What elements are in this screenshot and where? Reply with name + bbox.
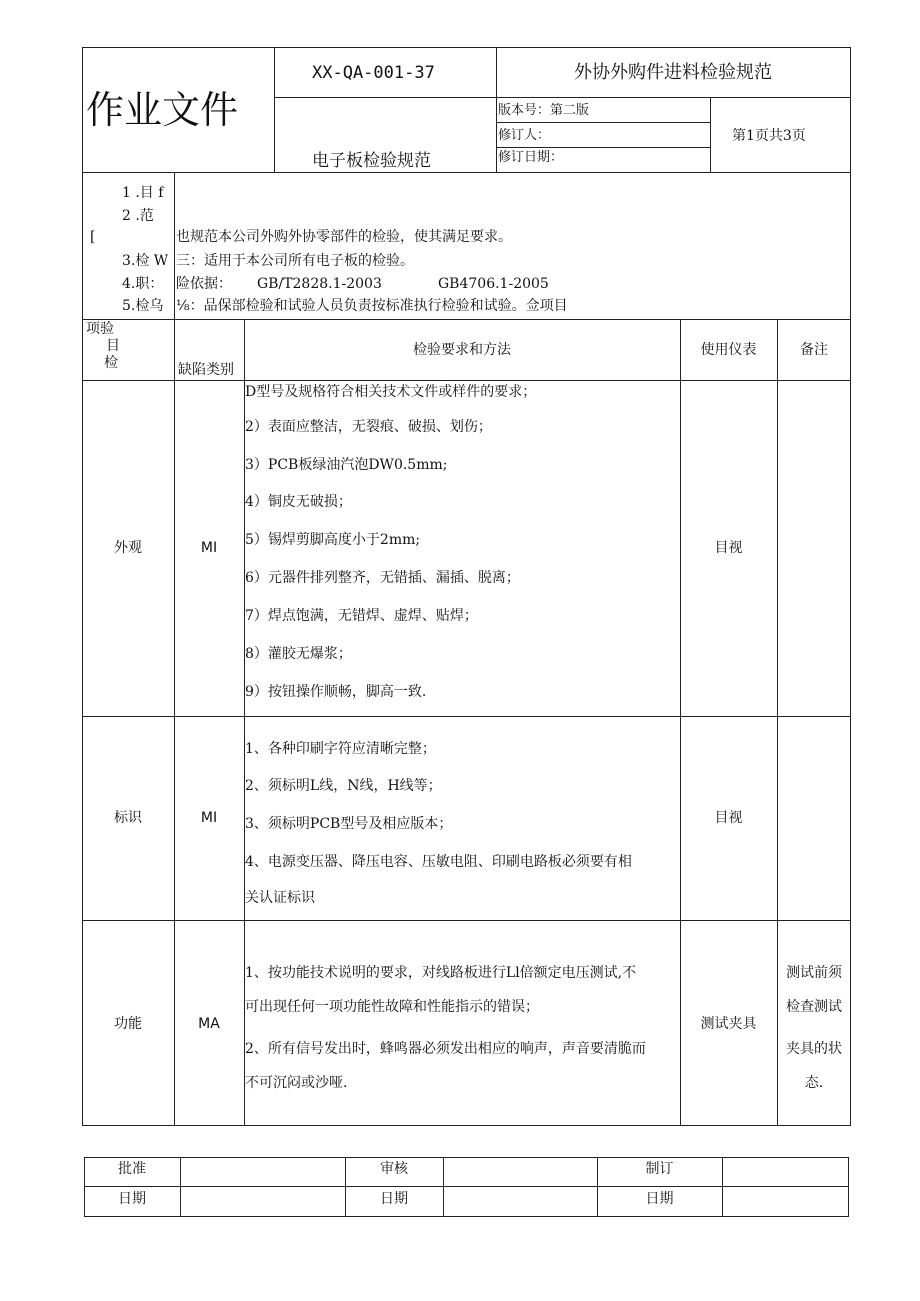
header-divider bbox=[710, 97, 711, 173]
row-remark: 检查测试 bbox=[786, 999, 842, 1015]
header-divider bbox=[274, 47, 275, 173]
row-instrument: 目视 bbox=[714, 540, 743, 556]
row-remark: 夹具的状 bbox=[786, 1041, 842, 1057]
method-line: 不可沉闷或沙哑. bbox=[245, 1075, 348, 1091]
doc-title: 电子板检验规范 bbox=[312, 151, 431, 171]
basis-standard: GB/T2828.1-2003 bbox=[257, 276, 382, 292]
row-instrument: 测试夹具 bbox=[700, 1016, 757, 1032]
date-label: 日期 bbox=[380, 1191, 408, 1207]
version-label: 版本号：第二版 bbox=[498, 103, 590, 118]
page-info: 第1页共3页 bbox=[732, 128, 806, 144]
signoff-divider bbox=[722, 1157, 723, 1217]
intro-divider bbox=[174, 172, 175, 320]
method-line: D型号及规格符合相关技术文件或样件的要求； bbox=[245, 384, 537, 400]
doc-code: XX-QA-001-37 bbox=[312, 63, 435, 83]
review-label: 审核 bbox=[380, 1161, 408, 1177]
intro-label: 2 .范 bbox=[122, 208, 154, 224]
method-line: 1、按功能技术说明的要求，对线路板进行Ll倍额定电压测试,不 bbox=[245, 965, 637, 981]
duty-text: ⅛：品保部检验和试验人员负责按标准执行检验和试验。佥项目 bbox=[176, 298, 568, 314]
method-line: 8）灌胶无爆浆； bbox=[245, 646, 352, 662]
approve-label: 批准 bbox=[118, 1161, 146, 1177]
method-line: 7）焊点饱满，无错焊、虚焊、贴焊； bbox=[245, 608, 478, 624]
method-line: 4）铜皮无破损； bbox=[245, 494, 352, 510]
table-divider bbox=[82, 920, 851, 921]
col-item-header: 项验 bbox=[86, 321, 114, 337]
method-line: 5）锡焊剪脚高度小于2mm; bbox=[245, 532, 421, 548]
header-divider bbox=[274, 97, 851, 98]
row-instrument: 目视 bbox=[714, 810, 743, 826]
col-item-header: 检 bbox=[104, 355, 118, 371]
purpose-text: 也规范本公司外购外协零部件的检验，使其满足要求。 bbox=[176, 229, 512, 245]
method-line: 2、须标明L线，N线，H线等； bbox=[245, 778, 442, 794]
signoff-divider bbox=[180, 1157, 181, 1217]
basis-label: 险依据： bbox=[176, 276, 232, 292]
header-divider bbox=[496, 147, 710, 148]
signoff-divider bbox=[443, 1157, 444, 1217]
intro-label: 3.检 W bbox=[122, 253, 169, 269]
scope-text: 三：适用于本公司所有电子板的检验。 bbox=[176, 253, 414, 269]
revision-date-label: 修订日期： bbox=[498, 150, 564, 165]
row-remark: 测试前须 bbox=[786, 965, 842, 981]
table-divider bbox=[82, 380, 851, 381]
method-line: 6）元器件排列整齐，无错插、漏插、脱离； bbox=[245, 570, 520, 586]
row-item: 外观 bbox=[114, 540, 142, 556]
method-line: 3、须标明PCB型号及相应版本； bbox=[245, 816, 453, 832]
row-remark: 态. bbox=[804, 1075, 824, 1091]
col-remark-header: 备注 bbox=[800, 342, 828, 358]
reviser-label: 修订人： bbox=[498, 128, 551, 143]
date-label: 日期 bbox=[118, 1191, 146, 1207]
row-defect-class: MI bbox=[200, 810, 218, 826]
intro-label: [ bbox=[90, 229, 96, 245]
method-line: 1、各种印刷字符应清晰完整； bbox=[245, 741, 436, 757]
method-line: 4、电源变压器、降压电容、压敏电阻、印刷电路板必须要有相 bbox=[245, 854, 632, 870]
col-instrument-header: 使用仪表 bbox=[700, 342, 757, 358]
col-defect-header: 缺陷类别 bbox=[178, 362, 234, 378]
signoff-divider bbox=[84, 1186, 849, 1187]
intro-label: 4.职： bbox=[122, 276, 164, 292]
intro-label: 1 .目 f bbox=[122, 185, 164, 201]
col-item-header: 目 bbox=[106, 338, 120, 354]
table-divider bbox=[174, 319, 175, 1126]
doc-type: 作业文件 bbox=[86, 88, 239, 132]
table-divider bbox=[680, 319, 681, 1126]
method-line: 关认证标识 bbox=[245, 890, 315, 906]
header-divider bbox=[496, 122, 710, 123]
method-line: 3）PCB板绿油汽泡DW0.5mm; bbox=[245, 457, 448, 473]
intro-label: 5.检乌 bbox=[122, 298, 164, 314]
row-item: 标识 bbox=[114, 810, 142, 826]
col-method-header: 检验要求和方法 bbox=[413, 342, 511, 358]
row-item: 功能 bbox=[114, 1016, 142, 1032]
signoff-table bbox=[84, 1157, 849, 1217]
method-line: 可出现任何一项功能性故障和性能指示的错误； bbox=[245, 999, 539, 1015]
method-line: 2）表面应整洁，无裂痕、破损、划伤； bbox=[245, 419, 492, 435]
method-line: 2、所有信号发出时，蜂鸣器必须发出相应的响声，声音要清脆而 bbox=[245, 1041, 646, 1057]
header-divider bbox=[496, 47, 497, 173]
date-label: 日期 bbox=[645, 1191, 674, 1207]
table-divider bbox=[82, 716, 851, 717]
series-title: 外协外购件进料检验规范 bbox=[574, 62, 772, 83]
row-defect-class: MI bbox=[200, 540, 218, 556]
method-line: 9）按钮操作顺畅，脚高一致. bbox=[245, 684, 427, 700]
prepare-label: 制订 bbox=[645, 1161, 674, 1177]
row-defect-class: MA bbox=[198, 1016, 220, 1032]
basis-standard: GB4706.1-2005 bbox=[438, 276, 549, 292]
